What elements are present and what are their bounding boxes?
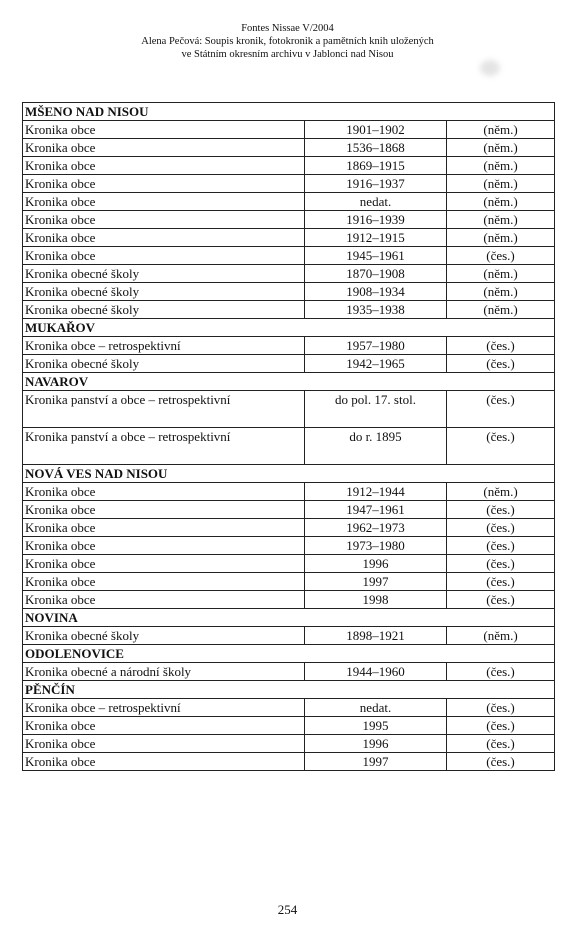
record-name: Kronika obecné a národní školy [23, 663, 305, 681]
record-name: Kronika obce [23, 121, 305, 139]
journal-title: Fontes Nissae V/2004 [241, 23, 334, 34]
record-name: Kronika obecné školy [23, 265, 305, 283]
table-row [23, 265, 555, 283]
record-language: (čes.) [447, 717, 555, 735]
record-years: 1901–1902 [305, 121, 447, 139]
page-header [0, 22, 575, 61]
chronicle-table [22, 102, 555, 771]
record-name: Kronika obce [23, 211, 305, 229]
section-title: MŠENO NAD NISOU [23, 103, 555, 121]
record-language: (něm.) [447, 301, 555, 319]
table-row [23, 591, 555, 609]
section-header-row [23, 373, 555, 391]
table-row [23, 391, 555, 428]
table-row [23, 139, 555, 157]
record-language: (čes.) [447, 501, 555, 519]
record-years: 1997 [305, 753, 447, 771]
table-row [23, 193, 555, 211]
table-row [23, 519, 555, 537]
record-years: 1935–1938 [305, 301, 447, 319]
table-row [23, 555, 555, 573]
table-row [23, 753, 555, 771]
record-years: 1962–1973 [305, 519, 447, 537]
table-row [23, 121, 555, 139]
table-row [23, 337, 555, 355]
record-language: (čes.) [447, 699, 555, 717]
record-name: Kronika obce [23, 519, 305, 537]
record-years: nedat. [305, 193, 447, 211]
record-years: 1898–1921 [305, 627, 447, 645]
record-name: Kronika obce [23, 483, 305, 501]
record-language: (něm.) [447, 211, 555, 229]
record-years: 1996 [305, 555, 447, 573]
record-name: Kronika obecné školy [23, 301, 305, 319]
record-name: Kronika obce [23, 229, 305, 247]
record-years: 1916–1939 [305, 211, 447, 229]
record-name: Kronika obce [23, 573, 305, 591]
record-years: 1870–1908 [305, 265, 447, 283]
scan-smudge [480, 60, 500, 76]
record-years: 1912–1944 [305, 483, 447, 501]
table-row [23, 717, 555, 735]
record-language: (něm.) [447, 193, 555, 211]
record-name: Kronika obce [23, 139, 305, 157]
table-row [23, 663, 555, 681]
record-years: 1973–1980 [305, 537, 447, 555]
record-years: 1869–1915 [305, 157, 447, 175]
record-language: (čes.) [447, 391, 555, 428]
table-row [23, 157, 555, 175]
record-language: (něm.) [447, 627, 555, 645]
record-name: Kronika obce [23, 591, 305, 609]
table-row [23, 229, 555, 247]
table-row [23, 355, 555, 373]
record-language: (něm.) [447, 283, 555, 301]
section-header-row [23, 465, 555, 483]
record-language: (něm.) [447, 157, 555, 175]
section-header-row [23, 319, 555, 337]
record-language: (něm.) [447, 175, 555, 193]
section-header-row [23, 681, 555, 699]
record-years: 1995 [305, 717, 447, 735]
record-years: 1998 [305, 591, 447, 609]
table-row [23, 175, 555, 193]
table-row [23, 283, 555, 301]
record-name: Kronika obce [23, 717, 305, 735]
record-name: Kronika obce [23, 247, 305, 265]
section-header-row [23, 103, 555, 121]
table-row [23, 537, 555, 555]
record-language: (čes.) [447, 337, 555, 355]
record-years: do pol. 17. stol. [305, 391, 447, 428]
record-language: (něm.) [447, 121, 555, 139]
record-years: 1912–1915 [305, 229, 447, 247]
record-years: 1942–1965 [305, 355, 447, 373]
section-title: ODOLENOVICE [23, 645, 555, 663]
page-number: 254 [277, 902, 298, 917]
record-name: Kronika obce [23, 753, 305, 771]
record-name: Kronika obce [23, 157, 305, 175]
table-row [23, 301, 555, 319]
table-row [23, 247, 555, 265]
record-years: 1945–1961 [305, 247, 447, 265]
record-name: Kronika obce [23, 175, 305, 193]
record-language: (čes.) [447, 573, 555, 591]
author-title: Alena Pečová: Soupis kronik, fotokronik a pamětních knih uložených [141, 36, 434, 47]
record-name: Kronika obecné školy [23, 355, 305, 373]
record-language: (čes.) [447, 537, 555, 555]
record-language: (čes.) [447, 555, 555, 573]
record-name: Kronika obce [23, 735, 305, 753]
table-row [23, 428, 555, 465]
record-name: Kronika panství a obce – retrospektivní [23, 428, 305, 465]
record-language: (čes.) [447, 355, 555, 373]
record-language: (čes.) [447, 753, 555, 771]
record-language: (čes.) [447, 663, 555, 681]
record-name: Kronika panství a obce – retrospektivní [23, 391, 305, 428]
table-row [23, 501, 555, 519]
record-years: nedat. [305, 699, 447, 717]
record-name: Kronika obecné školy [23, 283, 305, 301]
record-name: Kronika obce – retrospektivní [23, 699, 305, 717]
record-name: Kronika obce – retrospektivní [23, 337, 305, 355]
record-years: 1916–1937 [305, 175, 447, 193]
record-years: 1944–1960 [305, 663, 447, 681]
record-years: do r. 1895 [305, 428, 447, 465]
record-years: 1997 [305, 573, 447, 591]
record-language: (čes.) [447, 247, 555, 265]
table-row [23, 483, 555, 501]
record-years: 1996 [305, 735, 447, 753]
record-years: 1957–1980 [305, 337, 447, 355]
record-language: (něm.) [447, 139, 555, 157]
record-language: (čes.) [447, 428, 555, 465]
section-title: NOVINA [23, 609, 555, 627]
archive-subtitle: ve Státním okresním archivu v Jablonci nad Nisou [181, 49, 394, 60]
section-header-row [23, 645, 555, 663]
record-name: Kronika obce [23, 501, 305, 519]
record-language: (něm.) [447, 265, 555, 283]
record-language: (čes.) [447, 519, 555, 537]
section-title: NAVAROV [23, 373, 555, 391]
section-title: PĚNČÍN [23, 681, 555, 699]
section-header-row [23, 609, 555, 627]
section-title: MUKAŘOV [23, 319, 555, 337]
record-name: Kronika obce [23, 555, 305, 573]
record-years: 1947–1961 [305, 501, 447, 519]
table-row [23, 735, 555, 753]
record-name: Kronika obecné školy [23, 627, 305, 645]
table-row [23, 573, 555, 591]
section-title: NOVÁ VES NAD NISOU [23, 465, 555, 483]
record-language: (něm.) [447, 483, 555, 501]
record-language: (něm.) [447, 229, 555, 247]
table-row [23, 699, 555, 717]
record-years: 1908–1934 [305, 283, 447, 301]
record-name: Kronika obce [23, 193, 305, 211]
record-language: (čes.) [447, 735, 555, 753]
record-language: (čes.) [447, 591, 555, 609]
record-name: Kronika obce [23, 537, 305, 555]
table-row [23, 627, 555, 645]
table-row [23, 211, 555, 229]
record-years: 1536–1868 [305, 139, 447, 157]
